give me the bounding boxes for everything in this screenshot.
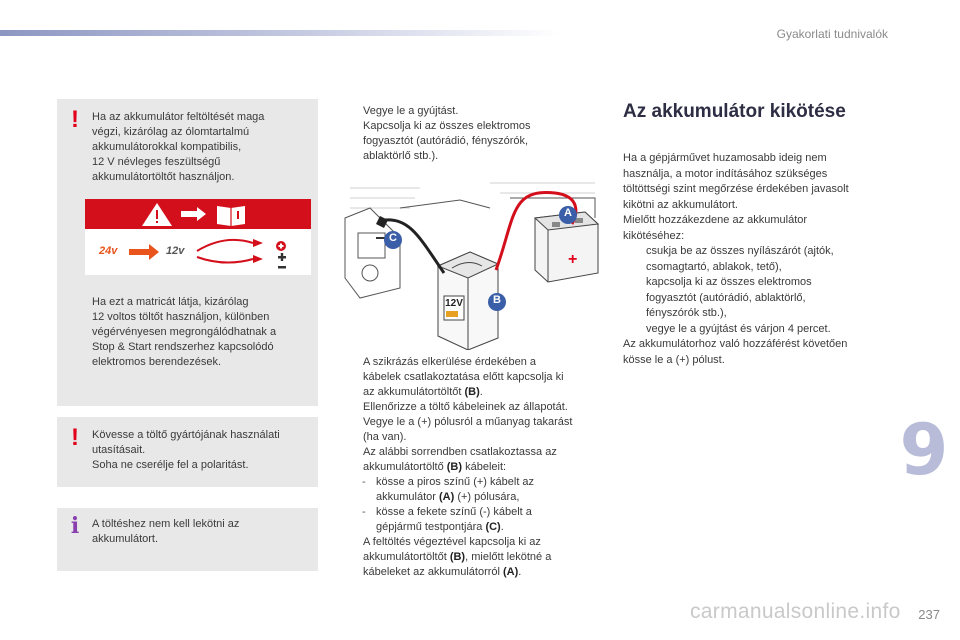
sticker-arrow-icon [181, 207, 206, 221]
sticker-orange-arrow-icon [129, 244, 159, 260]
charging-steps-list [340, 355, 610, 580]
sticker-explanation: Ha ezt a matricát látja, kizárólag 12 voltos töltőt használjon, különben végérvényesen megrongálódhatnak a Stop & Start rendszerhez kapcsolódó elektromos berendezések. [92, 296, 277, 368]
list-item: - kösse a fekete színű (-) kábelt a gépjármű testpontjára (C). [362, 506, 532, 533]
list-item: Ellenőrizze a töltő kábeleinek az állapotát. [363, 401, 568, 413]
sticker-24v-label: 24v [99, 245, 118, 257]
list-item: Az alábbi sorrendben csatlakoztassa az akkumulátortöltő (B) kábeleit: [363, 446, 557, 473]
polarity-text: Kövesse a töltő gyártójának használati utasításait. Soha ne cserélje fel a polaritást. [92, 429, 280, 471]
list-item: A szikrázás elkerülése érdekében a kábelek csatlakoztatása előtt kapcsolja ki az akkumulátortöltőt (B). [363, 356, 564, 398]
header-bar [0, 30, 560, 36]
charging-preparation-list [340, 104, 610, 164]
info-box [57, 508, 318, 571]
chapter-number: 9 [899, 409, 949, 491]
warning-text: Ha az akkumulátor feltöltését maga végzi, kizárólag az ólomtartalmú akkumulátorokkal kompatibilis, 12 V névleges feszültségű akkumulátortöltőt használjon. [92, 111, 265, 183]
label-b: B [493, 294, 501, 306]
voltage-sticker [85, 199, 311, 275]
dash-icon: - [362, 506, 366, 518]
charger-voltage-label: 12V [445, 298, 463, 309]
info-icon: i [70, 513, 80, 539]
list-item: vegye le a gyújtást és várjon 4 percet. [646, 322, 831, 335]
label-c: C [389, 232, 397, 244]
sticker-plus-minus-icon [276, 241, 286, 269]
list-item: A feltöltés végeztével kapcsolja ki az akkumulátortöltőt (B), mielőtt lekötné a kábeleket az akkumulátorról (A). [363, 536, 552, 578]
battery-charging-diagram [340, 178, 605, 350]
list-item: csukja be az összes nyílászárót (ajtók, csomagtartó, ablakok, tető), [646, 245, 834, 273]
label-a: A [564, 207, 572, 219]
warning-icon: ! [71, 424, 79, 451]
warning-icon: ! [71, 106, 79, 133]
list-item: - kösse a piros színű (+) kábelt az akkumulátor (A) (+) pólusára, [362, 476, 535, 503]
sticker-clamps-icon [197, 239, 263, 263]
page-header-title: Gyakorlati tudnivalók [776, 27, 888, 41]
sticker-graphic [85, 199, 311, 275]
disconnect-battery-text: Ha a gépjárművet huzamosabb ideig nem használja, a motor indításához szükséges töltöttségi szint megőrzése érdekében javasolt kikötni az akkumulátort. Mielőtt hozzákezdene az akkumulátor kikötéséhez: csukja be az összes nyílászárót (ajtók, csomagtartó, ablakok, tető), kapcsolja ki az összes elektromos fogyasztót (autórádió, ablaktörlő, fényszórók stb.), vegye le a gyújtást és várjon 4 percet. Az akkumulátorhoz való hozzáférést követően kösse le a (+) pólust. [623, 151, 893, 368]
list-item: kapcsolja ki az összes elektromos fogyasztót (autórádió, ablaktörlő, fényszórók stb.), [646, 276, 812, 319]
list-item: Vegye le a (+) pólusról a műanyag takarást (ha van). [363, 416, 573, 443]
battery-plus-icon: + [568, 251, 578, 268]
warning-box-charger [57, 99, 318, 406]
info-text: A töltéshez nem kell lekötni az akkumulátort. [92, 518, 240, 545]
list-item: Kapcsolja ki az összes elektromos fogyasztót (autórádió, fényszórók, ablaktörlő stb.). [363, 120, 531, 162]
warning-box-polarity [57, 417, 318, 487]
section-title: Az akkumulátor kikötése [623, 101, 846, 122]
watermark: carmanualsonline.info [690, 600, 901, 623]
dash-icon: - [362, 476, 366, 488]
page-number: 237 [918, 607, 940, 622]
list-item: Vegye le a gyújtást. [363, 105, 459, 117]
sticker-12v-label: 12v [166, 245, 185, 257]
sticker-book-icon [217, 206, 245, 226]
diagram-graphic [340, 178, 605, 350]
